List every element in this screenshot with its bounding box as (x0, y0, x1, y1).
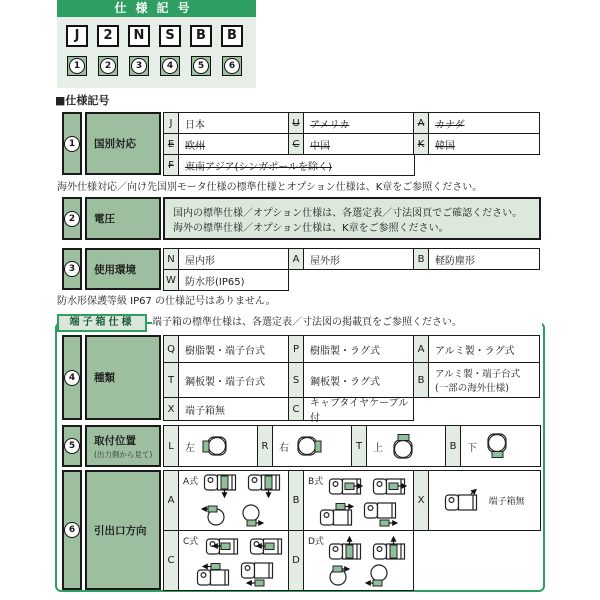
motor-outlet-down-icon (247, 473, 283, 501)
motor-terminal-bottom-icon (483, 433, 511, 459)
kind-code-p: P (288, 335, 304, 363)
row-number-cell: 5 (62, 425, 82, 467)
motor-outlet-left-icon (238, 561, 274, 589)
outlet-code-x: X (413, 470, 429, 531)
digit-box-3 (129, 56, 149, 76)
terminal-box-section-label: 端子箱仕様 (57, 314, 147, 332)
motor-terminal-right-icon (295, 433, 323, 459)
motor-outlet-right-icon (372, 472, 408, 500)
motor-end-view-icon (325, 562, 355, 588)
outlet-diagram-a: A式 (178, 470, 289, 531)
country-code-a: A (413, 112, 429, 134)
country-value-america: アメリカ (303, 112, 414, 134)
code-box-5: B (190, 25, 212, 47)
motor-outlet-right-icon (363, 501, 399, 529)
motor-outlet-left-icon (203, 532, 239, 560)
env-value-indoor: 屋内形 (178, 248, 289, 270)
outlet-diagram-d: D式 (303, 530, 414, 591)
motor-no-terminal-box-icon (444, 487, 480, 515)
kind-code-a: A (413, 335, 429, 363)
motor-outlet-left-icon (247, 532, 283, 560)
digit-2: 2 (100, 58, 116, 74)
digit-1: 1 (69, 58, 85, 74)
kind-code-b: B (413, 362, 429, 398)
motor-outlet-right-icon (328, 472, 364, 500)
pos-value-right: 右 (272, 425, 352, 467)
pos-value-left: 左 (178, 425, 258, 467)
terminal-box-note: 端子箱の標準仕様は、各選定表／寸法図の掲載頁をご参照ください。 (152, 314, 542, 332)
country-code-e: E (163, 133, 179, 155)
digit-box-1 (67, 56, 87, 76)
outlet-code-c: C (163, 530, 179, 591)
kind-value-b: アルミ製・端子台式 (一部の海外仕様) (428, 362, 540, 398)
motor-terminal-top-icon (389, 433, 417, 459)
voltage-label: 電圧 (85, 197, 161, 240)
outlet-code-b: B (288, 470, 304, 531)
pos-value-top: 上 (366, 425, 446, 467)
pos-code-r: R (257, 425, 273, 467)
code-box-1: J (66, 25, 88, 47)
row-number-cell: 3 (62, 248, 82, 290)
code-box-6: B (221, 25, 243, 47)
digit-box-5 (191, 56, 211, 76)
kind-code-t: T (163, 362, 179, 398)
kind-code-s: S (288, 362, 304, 398)
digit-5: 5 (193, 58, 209, 74)
code-box-2: 2 (97, 25, 119, 47)
digit-6: 6 (224, 58, 240, 74)
pos-value-bottom: 下 (460, 425, 541, 467)
kind-value-c: キャブタイヤケーブル付 (303, 397, 414, 421)
motor-outlet-up-icon (372, 533, 408, 561)
country-note: 海外仕様対応／向け先国別モータ仕様の標準仕様とオプション仕様は、K章をご参照ください。 (57, 182, 483, 193)
section-heading: ■仕様記号 (55, 94, 110, 107)
pos-code-b: B (445, 425, 461, 467)
environment-note: 防水形保護等級 IP67 の仕様記号はありません。 (57, 296, 276, 307)
voltage-line-2: 海外の標準仕様／オプション仕様は、K章をご参照ください。 (173, 222, 449, 234)
spec-code-panel (57, 0, 256, 88)
voltage-line-1: 国内の標準仕様／オプション仕様は、各選定表／寸法図頁でご確認ください。 (173, 207, 523, 219)
voltage-text-cell (163, 197, 541, 240)
motor-terminal-left-icon (201, 433, 229, 459)
row-number-cell: 1 (62, 112, 82, 175)
row-number-cell: 4 (62, 335, 82, 420)
kind-code-x: X (163, 397, 179, 421)
row-number-cell: 6 (62, 470, 82, 590)
row-number-cell: 2 (62, 197, 82, 240)
kind-value-x: 端子箱無 (178, 397, 289, 421)
kind-value-q: 樹脂製・端子台式 (178, 335, 289, 363)
motor-end-view-icon (200, 502, 230, 528)
country-label: 国別対応 (85, 112, 161, 175)
environment-label: 使用環境 (85, 248, 161, 290)
outlet-label: 引出口方向 (85, 470, 161, 590)
outlet-diagram-b: B式 (303, 470, 414, 531)
country-code-j: J (163, 112, 179, 134)
outlet-code-d: D (288, 530, 304, 591)
digit-box-6 (222, 56, 242, 76)
position-label: 取付位置 (出力側から見て) (85, 425, 161, 467)
no-terminal-box-label: 端子箱無 (488, 497, 525, 507)
digit-box-2 (98, 56, 118, 76)
motor-outlet-left-icon (194, 561, 230, 589)
outlet-code-a: A (163, 470, 179, 531)
country-value-europe: 欧州 (178, 133, 289, 155)
kind-code-c: C (288, 397, 304, 421)
env-value-dustproof: 軽防塵形 (428, 248, 540, 270)
country-code-c: C (288, 133, 304, 155)
country-code-k: K (413, 133, 429, 155)
pos-code-t: T (351, 425, 367, 467)
spec-code-title: 仕様記号 (57, 0, 256, 17)
kind-value-t: 鋼板製・端子台式 (178, 362, 289, 398)
motor-end-view-icon (238, 502, 268, 528)
motor-outlet-right-icon (319, 501, 355, 529)
outlet-diagram-x (428, 470, 541, 531)
motor-outlet-up-icon (328, 533, 364, 561)
code-box-3: N (128, 25, 150, 47)
digit-4: 4 (162, 58, 178, 74)
env-code-w: W (163, 269, 179, 291)
digit-box-4 (160, 56, 180, 76)
kind-value-s: 鋼板製・ラグ式 (303, 362, 414, 398)
kind-value-p: 樹脂製・ラグ式 (303, 335, 414, 363)
pos-code-l: L (163, 425, 179, 467)
country-value-china: 中国 (303, 133, 414, 155)
country-value-japan: 日本 (178, 112, 289, 134)
digit-3: 3 (131, 58, 147, 74)
env-code-n: N (163, 248, 179, 270)
kind-label: 種類 (85, 335, 161, 420)
country-value-sea: 東南アジア(シンガポールを除く) (178, 154, 415, 176)
country-code-u: U (288, 112, 304, 134)
motor-outlet-down-icon (203, 473, 239, 501)
motor-end-view-icon (363, 562, 393, 588)
env-value-waterproof: 防水形(IP65) (178, 269, 289, 291)
country-value-korea: 韓国 (428, 133, 540, 155)
env-code-b: B (413, 248, 429, 270)
outlet-diagram-c: C式 (178, 530, 289, 591)
kind-code-q: Q (163, 335, 179, 363)
env-code-a: A (288, 248, 304, 270)
country-code-f: F (163, 154, 179, 176)
country-value-canada: カナダ (428, 112, 540, 134)
env-value-outdoor: 屋外形 (303, 248, 414, 270)
kind-value-a: アルミ製・ラグ式 (428, 335, 540, 363)
code-box-4: S (159, 25, 181, 47)
